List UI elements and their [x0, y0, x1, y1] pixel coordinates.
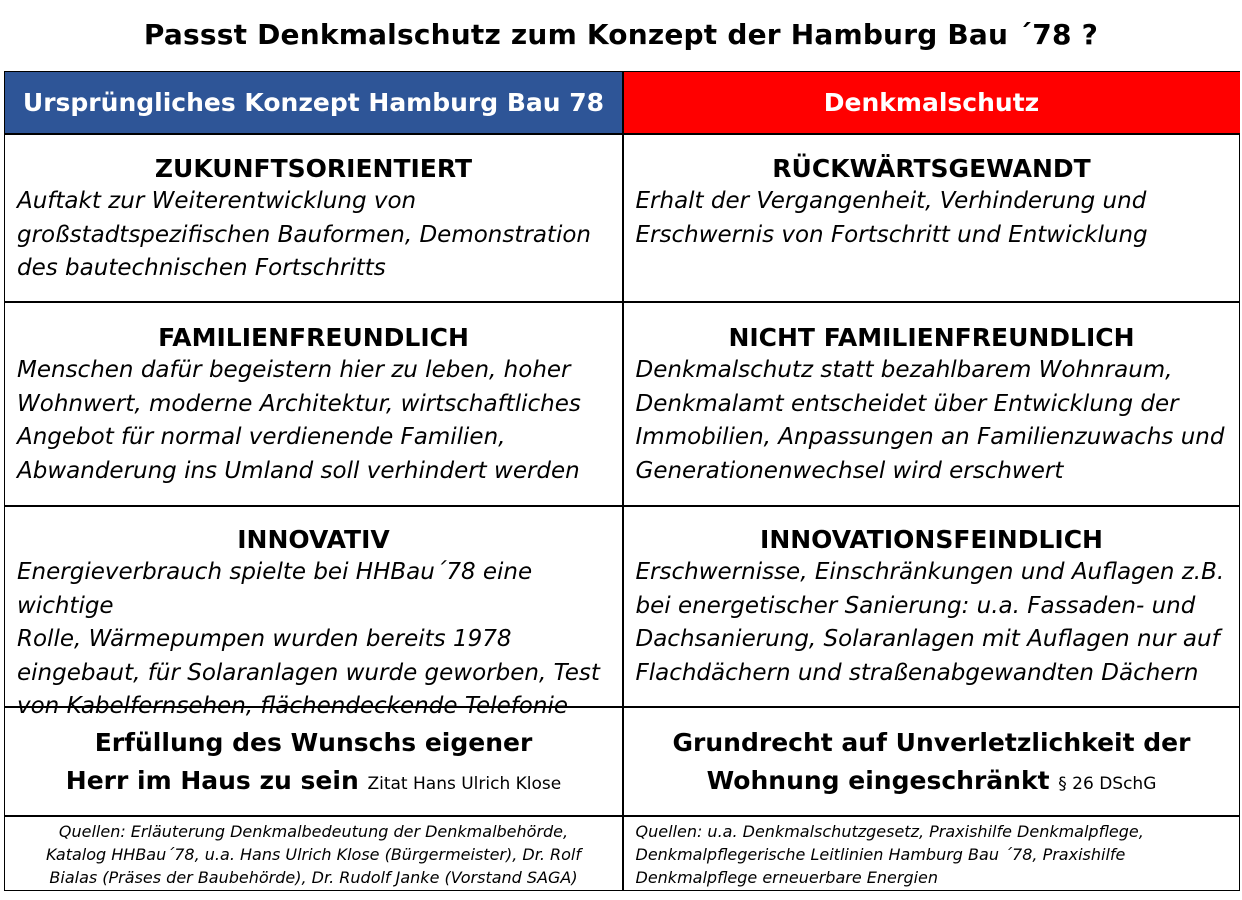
wish-line-2 — [636, 762, 1228, 803]
cell-own-master — [5, 724, 622, 803]
cell-body: Erhalt der Vergangenheit, Verhinderung und Erschwernis von Fortschritt und Entwicklung — [635, 188, 1148, 248]
wish-line-2-text: Wohnung eingeschränkt — [706, 766, 1050, 795]
cell-body: Erschwernisse, Einschränkungen und Auflagen z.B. bei energetischer Sanierung: u.a. Fassaden- und Dachsanierung, Solaranlagen mit Auflagen nur auf Flachdächern und straßenabgewandten Dächern — [635, 559, 1225, 686]
wish-line-1: Grundrecht auf Unverletzlichkeit der — [672, 728, 1191, 757]
law-note: § 26 DSchG — [1058, 774, 1157, 794]
quote-note: Zitat Hans Ulrich Klose — [367, 774, 562, 794]
cell-family-friendly — [5, 322, 622, 488]
cell-heading: NICHT FAMILIENFREUNDLICH — [728, 323, 1135, 352]
comparison-table — [4, 71, 1240, 891]
cell-innovation-hostile — [624, 524, 1240, 690]
header-original-concept: Ursprüngliches Konzept Hamburg Bau 78 — [5, 72, 622, 133]
row-divider — [5, 301, 1239, 303]
cell-not-family-friendly — [624, 322, 1240, 488]
cell-heading: INNOVATIV — [237, 525, 390, 554]
row-divider — [5, 505, 1239, 507]
cell-body: Auftakt zur Weiterentwicklung von großstadtspezifischen Bauformen, Demonstration des bautechnischen Fortschritts — [17, 188, 591, 281]
cell-heading: RÜCKWÄRTSGEWANDT — [772, 154, 1091, 183]
wish-line-2-text: Herr im Haus zu sein — [65, 766, 359, 795]
row-divider — [5, 815, 1239, 817]
cell-body: Denkmalschutz statt bezahlbarem Wohnraum, Denkmalamt entscheidet über Entwicklung der Immobilien, Anpassungen an Familienzuwachs und Generationenwechsel wird erschwert — [635, 357, 1225, 484]
cell-backward-looking — [624, 153, 1240, 252]
cell-innovative — [5, 524, 622, 724]
cell-heading: ZUKUNFTSORIENTIERT — [154, 154, 473, 183]
wish-line-2 — [17, 762, 610, 803]
wish-line-1: Erfüllung des Wunschs eigener — [94, 728, 533, 757]
header-monument-protection: Denkmalschutz — [624, 72, 1240, 133]
cell-body: Menschen dafür begeistern hier zu leben, hoher Wohnwert, moderne Architektur, wirtschaftliches Angebot für normal verdienende Familien, Abwanderung ins Umland soll verhindert werden — [17, 357, 581, 484]
cell-future-oriented — [5, 153, 622, 286]
page-title: Passst Denkmalschutz zum Konzept der Hamburg Bau ´78 ? — [143, 18, 1099, 51]
sources-right: Quellen: u.a. Denkmalschutzgesetz, Praxishilfe Denkmalpflege, Denkmalpflegerische Leitlinien Hamburg Bau ´78, Praxishilfe Denkmalpflege erneuerbare Energien — [635, 822, 1144, 887]
row-divider — [5, 133, 1239, 135]
cell-heading: INNOVATIONSFEINDLICH — [760, 525, 1103, 554]
cell-fundamental-right — [624, 724, 1240, 803]
cell-heading: FAMILIENFREUNDLICH — [158, 323, 469, 352]
cell-body: Energieverbrauch spielte bei HHBau´78 eine wichtige Rolle, Wärmepumpen wurden bereits 1978 eingebaut, für Solaranlagen wurde geworben, Test von Kabelfernsehen, flächendeckende Telefonie — [17, 559, 600, 719]
sources-left: Quellen: Erläuterung Denkmalbedeutung der Denkmalbehörde, Katalog HHBau´78, u.a. Hans Ulrich Klose (Bürgermeister), Dr. Rolf Bialas (Präses der Baubehörde), Dr. Rudolf Janke (Vorstand SAGA) — [45, 822, 581, 887]
